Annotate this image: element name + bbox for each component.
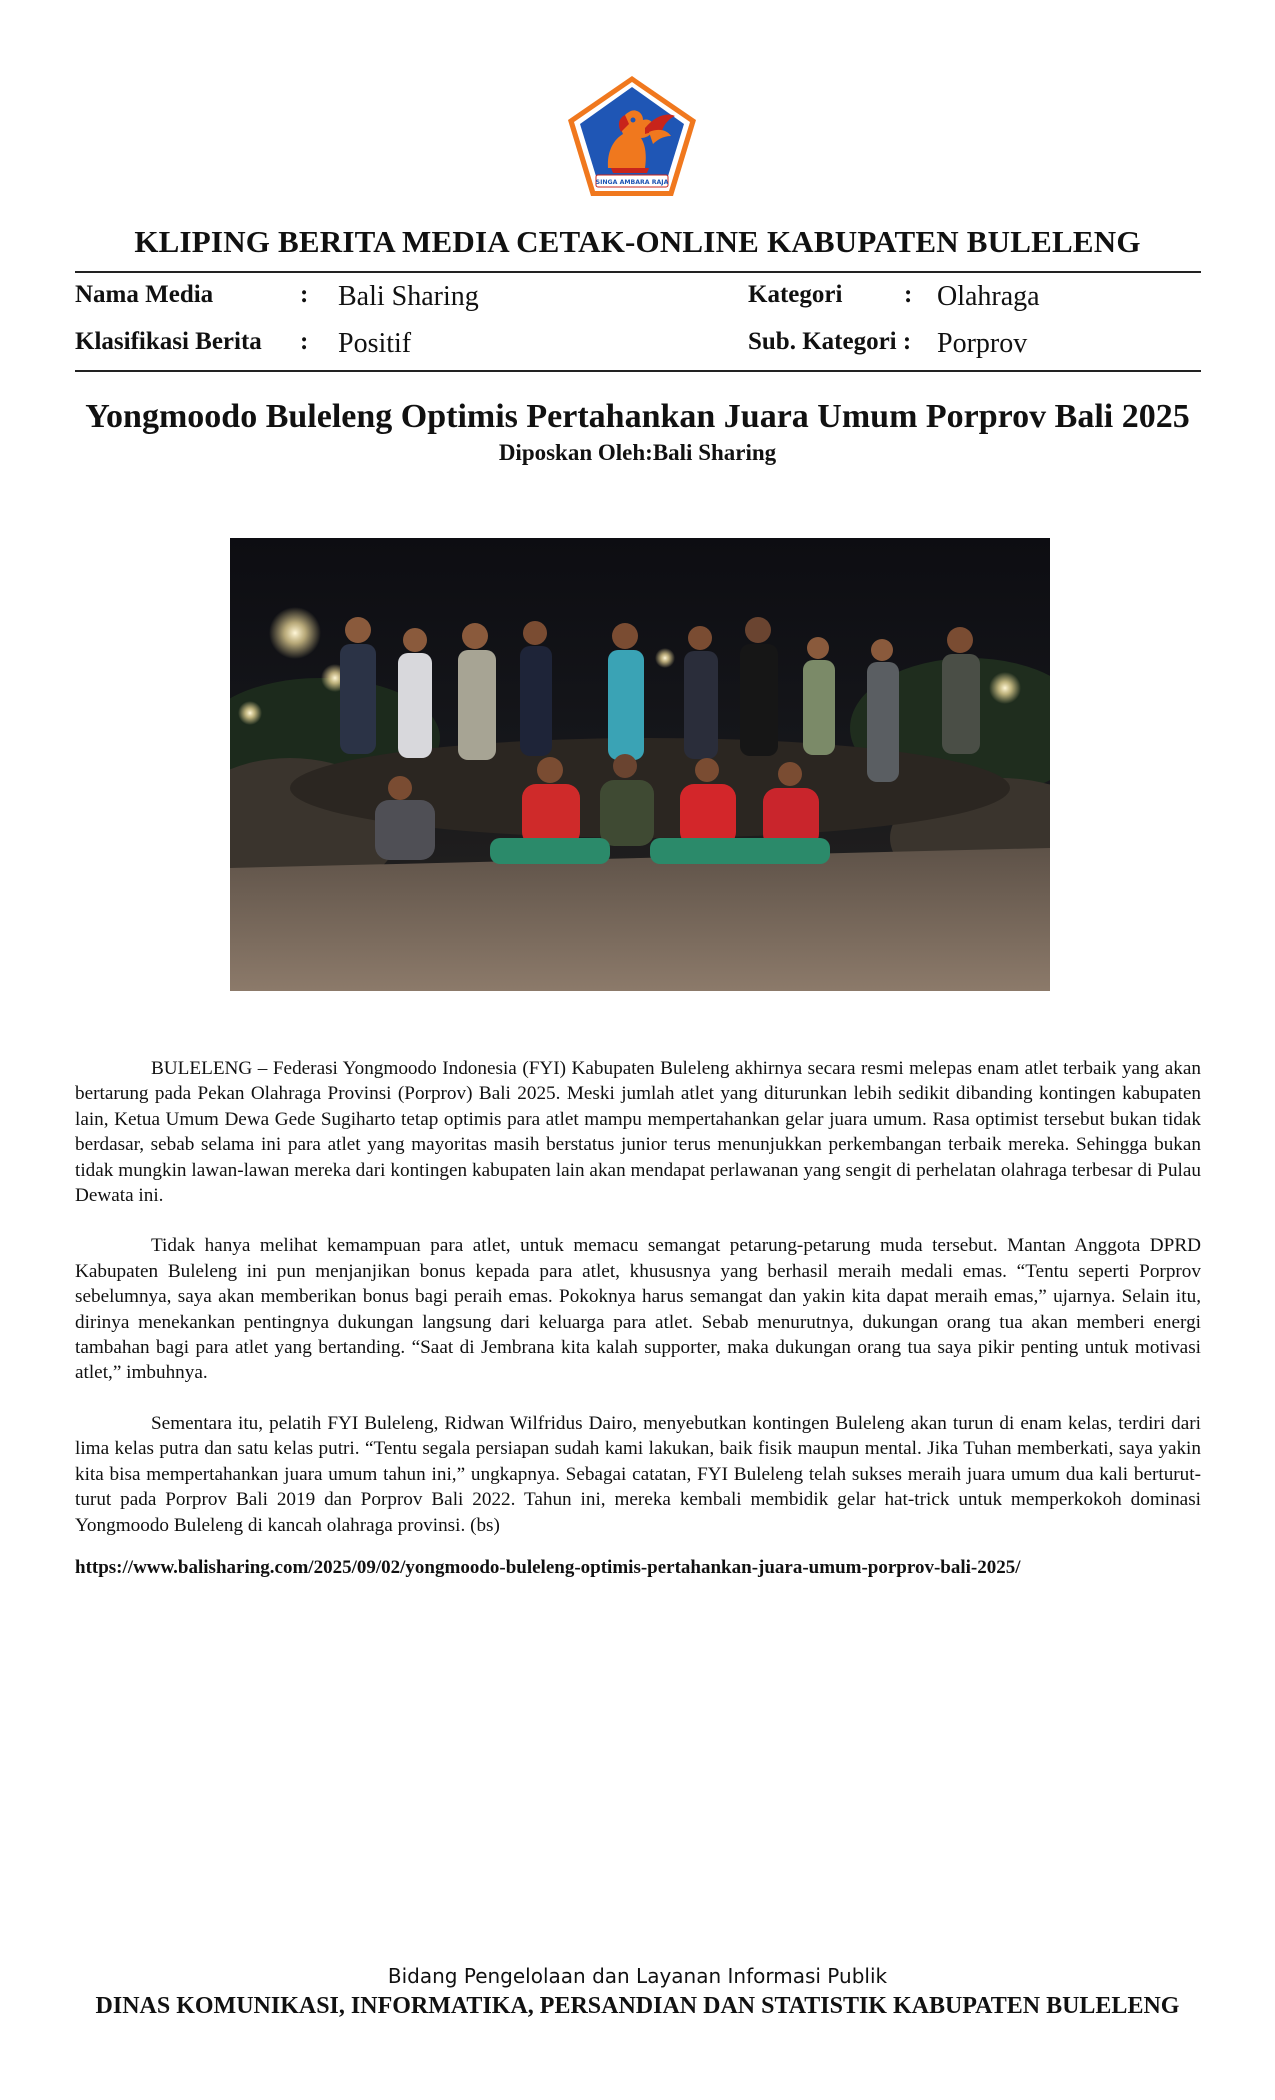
kategori-label: Kategori — [748, 281, 843, 308]
klasifikasi-berita-value: Positif — [338, 328, 412, 359]
source-url-link[interactable]: https://www.balisharing.com/2025/09/02/yongmoodo-buleleng-optimis-pertahankan-juara-umum-porprov-bali-2025/ — [75, 1557, 1021, 1578]
header-bottom-rule — [75, 370, 1201, 372]
article-paragraph-3: Sementara itu, pelatih FYI Buleleng, Ridwan Wilfridus Dairo, menyebutkan kontingen Buleleng akan turun di enam kelas, terdiri dari lima kelas putra dan satu kelas putri. “Tentu segala persiapan sudah kami lakukan, baik fisik maupun mental. Jika Tuhan memberkati, saya yakin kita bisa mempertahankan juara umum tahun ini,” ungkapnya. Sebagai catatan, FYI Buleleng telah sukses meraih juara umum dua kali berturut-turut pada Porprov Bali 2019 dan Porprov Bali 2022. Tahun ini, mereka kembali membidik gelar hat-trick untuk memperkokoh dominasi Yongmoodo Buleleng di kancah olahraga provinsi. (bs) — [75, 1412, 1201, 1536]
klasifikasi-berita-colon: : — [300, 328, 309, 355]
klasifikasi-berita-label: Klasifikasi Berita — [75, 328, 262, 355]
article-byline: Diposkan Oleh:Bali Sharing — [498, 440, 777, 465]
article-title: Yongmoodo Buleleng Optimis Pertahankan Juara Umum Porprov Bali 2025 — [85, 398, 1190, 435]
sub-kategori-value: Porprov — [937, 328, 1028, 359]
article-group-photo — [230, 538, 1050, 991]
document-header-title: KLIPING BERITA MEDIA CETAK-ONLINE KABUPATEN BULELENG — [134, 224, 1141, 259]
nama-media-label: Nama Media — [75, 281, 214, 308]
emblem-motto: SINGA AMBARA RAJA — [595, 179, 669, 186]
nama-media-colon: : — [300, 281, 309, 308]
header-top-rule — [75, 271, 1201, 273]
sub-kategori-label: Sub. Kategori : — [748, 328, 912, 355]
article-paragraph-2: Tidak hanya melihat kemampuan para atlet, untuk memacu semangat petarung-petarung muda tersebut. Mantan Anggota DPRD Kabupaten Buleleng ini pun menjanjikan bonus kepada para atlet, khususnya yang berhasil meraih medali emas. “Tentu seperti Porprov sebelumnya, saya akan memberikan bonus bagi peraih emas. Pokoknya harus semangat dan yakin kita dapat meraih emas,” ujarnya. Selain itu, dirinya menekankan pentingnya dukungan langsung dari keluarga para atlet. Sebab menurutnya, dukungan orang tua akan memberi energi tambahan bagi para atlet yang bertanding. “Saat di Jembrana kita kalah supporter, maka dukungan orang tua saya pikir penting untuk motivasi atlet,” imbuhnya. — [75, 1235, 1201, 1384]
article-paragraph-1: BULELENG – Federasi Yongmoodo Indonesia (FYI) Kabupaten Buleleng akhirnya secara resmi melepas enam atlet terbaik yang akan bertarung pada Pekan Olahraga Provinsi (Porprov) Bali 2025. Meski jumlah atlet yang diturunkan lebih sedikit dibanding kontingen kabupaten lain, Ketua Umum Dewa Gede Sugiharto tetap optimis para atlet mampu mempertahankan gelar juara umum. Rasa optimist tersebut bukan tidak berdasar, sebab selama ini para atlet yang mayoritas masih berstatus junior terus menunjukkan perkembangan terbaik mereka. Sehingga bukan tidak mungkin lawan-lawan mereka dari kontingen kabupaten lain akan mendapat perlawanan yang sengit di perhelatan olahraga terbesar di Pulau Dewata ini. — [75, 1058, 1201, 1207]
kategori-value: Olahraga — [937, 281, 1040, 312]
buleleng-emblem-logo — [563, 72, 701, 200]
kategori-colon: : — [904, 281, 913, 308]
footer-department: Bidang Pengelolaan dan Layanan Informasi Publik — [387, 1964, 888, 1988]
article-body — [75, 1056, 1201, 1563]
nama-media-value: Bali Sharing — [338, 281, 479, 312]
footer-agency: DINAS KOMUNIKASI, INFORMATIKA, PERSANDIAN DAN STATISTIK KABUPATEN BULELENG — [95, 1993, 1180, 2019]
